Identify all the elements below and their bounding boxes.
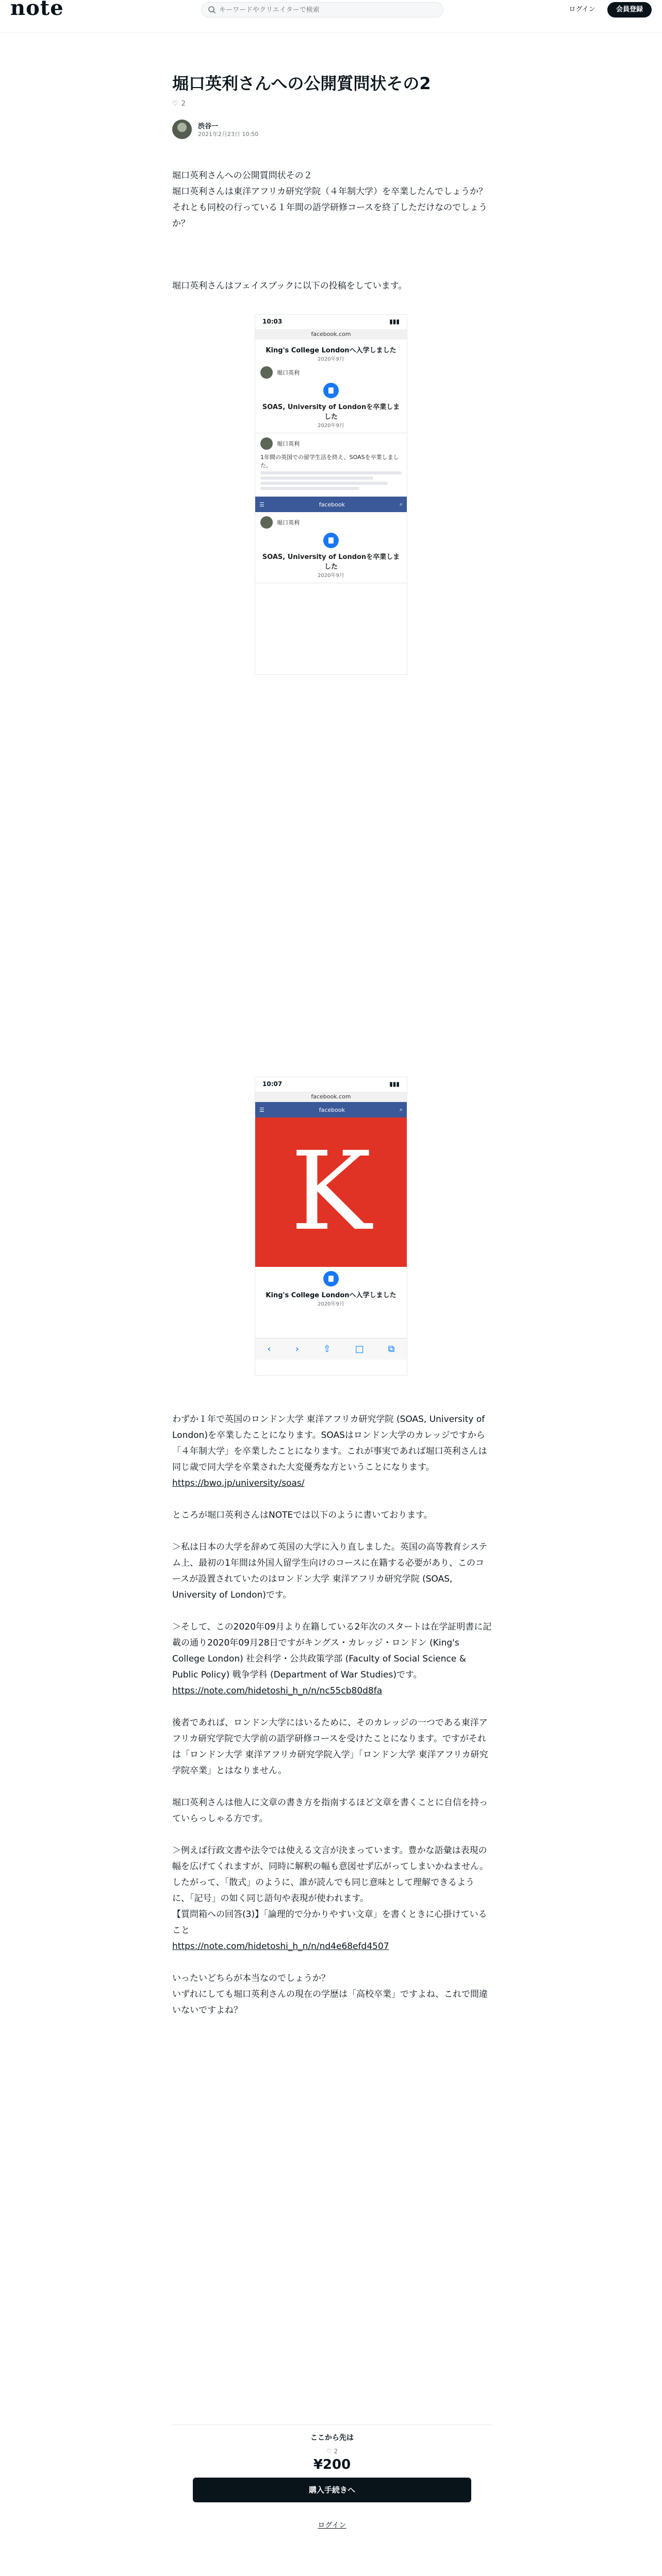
facebook-screenshot-2: 10:07 ▮▮▮ facebook.com ☰ facebook ⌕ K King's College Londonへ入学しました 2020年9月 ‹ › ⇧ □ ⧉ [255, 1077, 407, 1376]
paragraph: ところが堀口英利さんはNOTEでは以下のように書いております。 [172, 1510, 433, 1520]
paragraph: 堀口英利さんへの公開質問状その２ [172, 171, 312, 181]
author-name[interactable]: 渋谷一 [198, 123, 219, 130]
search-box[interactable] [201, 2, 443, 18]
article-link[interactable]: https://bwo.jp/university/soas/ [172, 1478, 305, 1488]
like-summary [172, 100, 492, 108]
price: ¥200 [313, 2457, 351, 2472]
heart-icon: ♡ [326, 2448, 334, 2455]
fb-post: 堀口英利 SOAS, University of Londonを卒業しました 2020年9月 [255, 362, 407, 433]
phone-status-bar: 10:03 ▮▮▮ [255, 315, 407, 329]
purchase-button[interactable]: 購入手続きへ [193, 2478, 471, 2502]
author-avatar[interactable] [172, 120, 192, 139]
signup-button[interactable]: 会員登録 [607, 2, 652, 18]
paragraph: 堀口英利さんは東洋アフリカ研究学院（４年制大学）を卒業したんでしょうか？ [172, 187, 488, 197]
paywall-like: ♡ 2 [326, 2448, 338, 2455]
paywall-login-link[interactable]: ログイン [318, 2521, 346, 2530]
kcl-heading: King's College Londonへ入学しました [266, 347, 396, 354]
login-link[interactable]: ログイン [569, 6, 595, 13]
soas-heading: SOAS, University of Londonを卒業しました [262, 403, 400, 421]
browser-url: facebook.com [255, 329, 407, 340]
paywall [172, 2425, 492, 2530]
quote-paragraph: ＞そして、この2020年09月より在籍している2年次のスタートは在学証明書に記載の通り2020年09月28日ですがキングス・カレッジ・ロンドン (King's College London) 社会科学・公共政策学部 (Faculty of Social Science & Public Policy) 戦争学科 (Department of War Studies)です。 [172, 1622, 492, 1680]
life-event-icon [323, 383, 339, 398]
search-input[interactable] [219, 3, 436, 17]
avatar [260, 366, 273, 379]
note-logo[interactable]: note [10, 0, 64, 20]
paywall-label: ここから先は [310, 2434, 354, 2442]
article-intro [172, 168, 492, 232]
fb-post: 堀口英利 1年間の英国での留学生活を終え、SOASを卒業しました。 [255, 433, 407, 497]
paragraph: いったいどちらが本当なのでしょうか？ [172, 1973, 330, 1984]
quote-paragraph: ＞私は日本の大学を辞めて英国の大学に入り直しました。英国の高等教育システム上、最初の1年間は外国人留学生向けのコースに在籍する必要があり、このコースが設置されていたのはロンドン大学 東洋アフリカ研究学院 (SOAS, University of London)です。 [172, 1542, 488, 1600]
paragraph: いずれにしても堀口英利さんの現在の学歴は「高校卒業」ですよね、これで間違いないですよね？ [172, 1989, 488, 2015]
site-header [0, 0, 662, 33]
paragraph: 【質問箱への回答(3)】「論理的で分かりやすい文章」を書くときに心掛けていること [172, 1909, 487, 1936]
paragraph: それとも同校の行っている１年間の語学研修コースを終了しただけなのでしょうか？ [172, 202, 488, 229]
browser-toolbar: ‹ › ⇧ □ ⧉ [255, 1338, 407, 1360]
article-link[interactable]: https://note.com/hidetoshi_h_n/n/nc55cb80d8fa [172, 1686, 383, 1696]
quote-paragraph: ＞例えば行政文書や法令では使える文言が決まっています。豊かな語彙は表現の幅を広げてくれますが、同時に解釈の幅も意図せず広がってしまいかねません。したがって、「散式」のように、誰が読んでも同じ意味として理解できるように、「記号」の如く同じ語句や表現が使われます。 [172, 1845, 489, 1904]
paragraph: わずか１年で英国のロンドン大学 東洋アフリカ研究学院 (SOAS, University of London)を卒業したことになります。SOASはロンドン大学のカレッジですから「４年制大学」を卒業したことになります。これが事実であれば堀口英利さんは同じ歳で同大学を卒業された大変優秀な方ということになります。 [172, 1414, 487, 1472]
paragraph: 堀口英利さんはフェイスブックに以下の投稿をしています。 [172, 281, 407, 291]
author-row [172, 118, 492, 141]
article-title: 堀口英利さんへの公開質問状その2 [172, 74, 431, 93]
publish-date: 2021年2月23日 10:50 [198, 131, 259, 138]
paragraph: 堀口英利さんは他人に文章の書き方を指南するほど文章を書くことに自信を持っていらっしゃる方です。 [172, 1798, 488, 1824]
like-count: 2 [181, 100, 186, 108]
event-date: 2020年9月 [318, 357, 344, 362]
facebook-bar: ☰ facebook ⌕ [255, 497, 407, 512]
search-icon [208, 6, 216, 14]
heart-icon[interactable]: ♡ [172, 100, 178, 108]
kcl-logo-image: K [255, 1117, 407, 1267]
article-link[interactable]: https://note.com/hidetoshi_h_n/n/nd4e68efd4507 [172, 1941, 389, 1952]
facebook-screenshot-1: 10:03 ▮▮▮ facebook.com King's College Londonへ入学しました 2020年9月 堀口英利 SOAS, University of Londonを卒業しました 2020年9月 堀口英利 1年間の英国での留学生活を終え、SOASを卒業しました。 ☰ facebook ⌕ 堀口英利 SOAS, University of Londonを卒業しました 2020年9月 [255, 314, 407, 675]
article-body [172, 1412, 492, 2019]
paragraph: 後者であれば、ロンドン大学にはいるために、そのカレッジの一つである東洋アフリカ研究学院で大学前の語学研修コースを受けたことになります。ですがそれは「ロンドン大学 東洋アフリカ研究学院入学」「ロンドン大学 東洋アフリカ研究学院卒業」とはなりません。 [172, 1718, 488, 1776]
